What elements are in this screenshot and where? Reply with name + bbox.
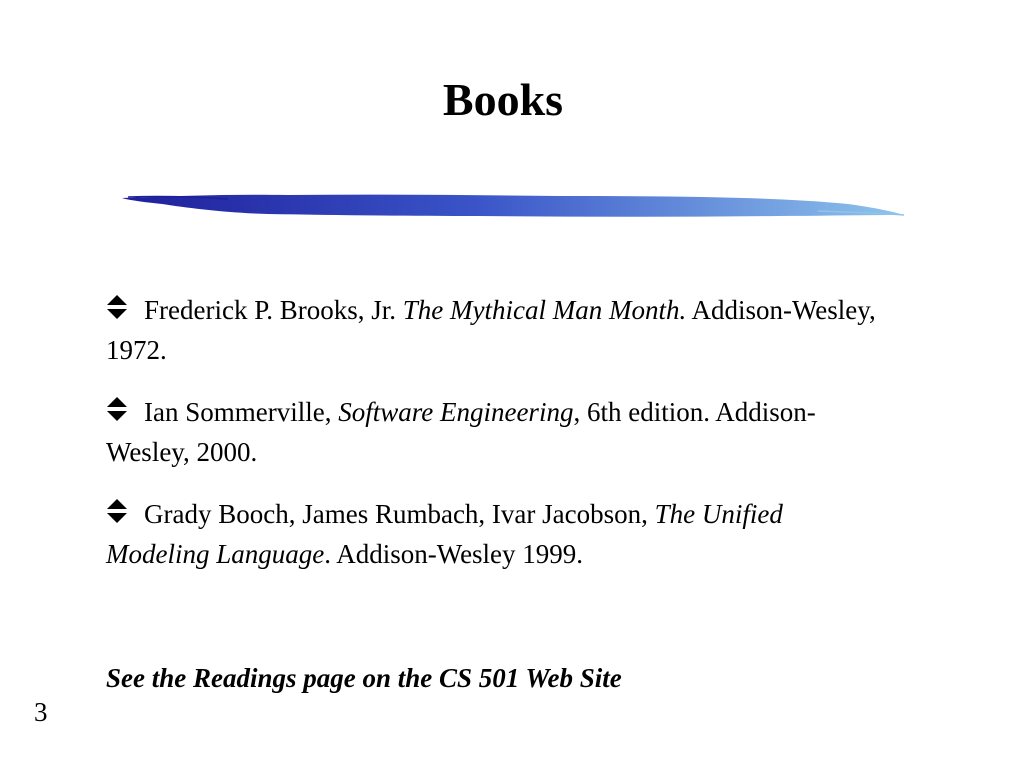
book-item-brooks <box>106 290 886 370</box>
readings-note: See the Readings page on the CS 501 Web Site <box>106 663 622 693</box>
book-title: The Unified Modeling Language <box>106 499 783 569</box>
up-down-triangles-icon <box>106 498 128 524</box>
slide-title: Books <box>442 74 564 125</box>
page-number: 3 <box>34 697 48 727</box>
book-publisher: . Addison-Wesley 1999. <box>324 539 584 569</box>
book-item-sommerville <box>106 392 886 472</box>
book-author: Grady Booch, James Rumbach, Ivar Jacobson, <box>144 499 655 529</box>
book-publisher: Addison-Wesley, 1972. <box>106 295 876 365</box>
book-title: Software Engineering <box>338 397 574 427</box>
book-publisher: , 6th edition. Addison-Wesley, 2000. <box>106 397 816 467</box>
decorative-brush-stroke <box>118 186 908 226</box>
book-author: Frederick P. Brooks, Jr. <box>144 295 403 325</box>
up-down-triangles-icon <box>106 396 128 422</box>
book-title: The Mythical Man Month. <box>402 295 687 325</box>
book-author: Ian Sommerville, <box>144 397 339 427</box>
up-down-triangles-icon <box>106 294 128 320</box>
book-item-booch <box>106 494 886 574</box>
book-list <box>106 290 886 596</box>
